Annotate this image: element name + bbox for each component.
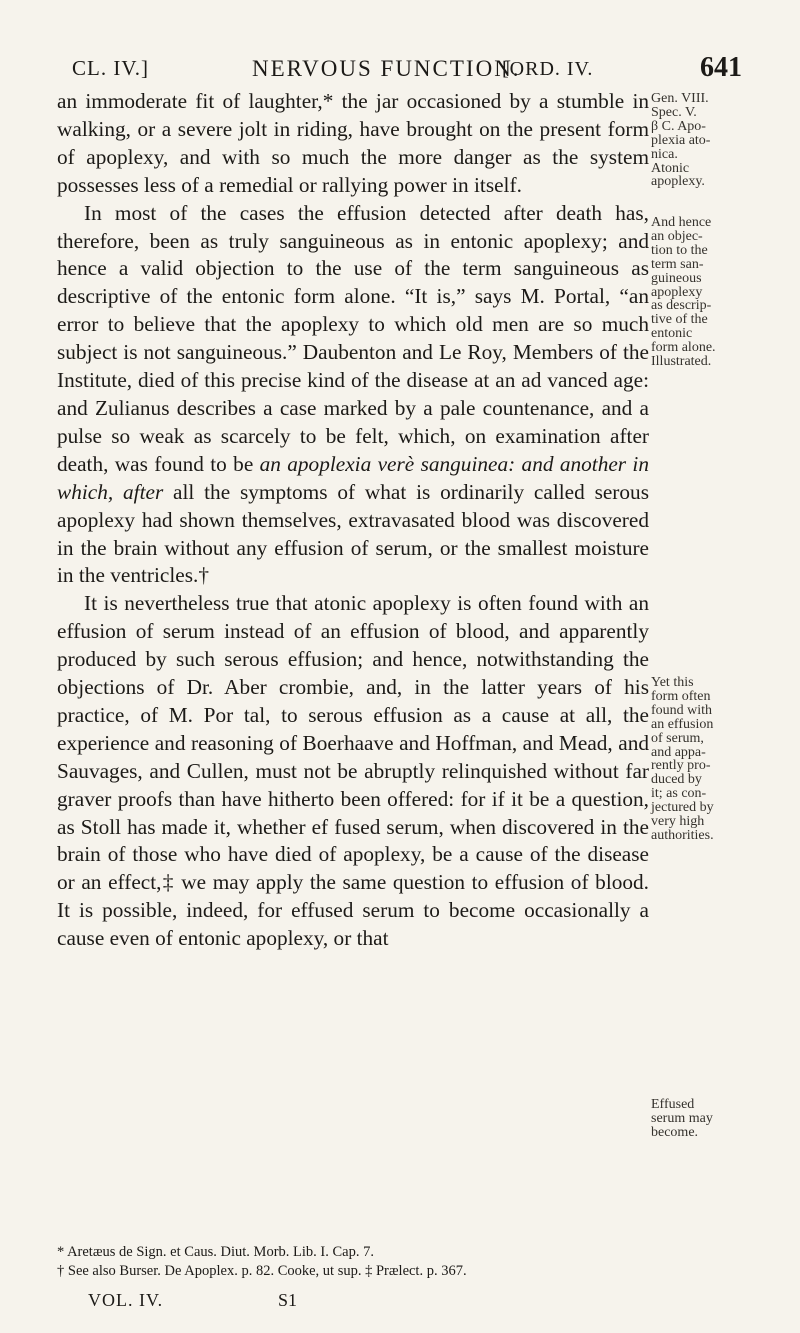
text-line: has, therefore, been as truly sanguineous as in entonic [57,200,649,253]
text-line: occasionally a cause even of entonic apoplexy, or that [57,898,649,951]
order-reference: [ORD. IV. [502,58,594,80]
margin-line: Spec. V. [651,104,697,120]
margin-line: form often [651,688,711,704]
margin-line: become. [651,1124,699,1140]
paragraph-2 [57,200,649,591]
margin-line: And hence [651,215,712,230]
text-line: vanced age: and Zulianus describes a case marked by a [57,368,650,420]
text-line: and hence, notwithstanding the objections of Dr. Aber [57,647,649,700]
text-line: It is nevertheless true that atonic apoplexy is often [84,591,522,616]
text-line: sanguineous.” Daubenton and Le Roy, Members of the [176,340,649,365]
margin-line: an objec- [651,228,703,244]
margin-line: nica. [651,146,678,162]
margin-line: rently pro- [651,758,711,774]
text-line: an immoderate fit of laughter,* the jar occasioned by a [57,89,549,113]
margin-line: form alone. [651,340,716,356]
text-line: reasoning of Boerhaave and Hoffman, and Mead, and [191,730,650,755]
margin-line: found with [651,702,713,718]
text-line: apoplexy; and hence a valid objection to the use of the [57,228,649,281]
text-line: have died of apoplexy, be a cause of the disease or an [57,842,649,895]
margin-line: tive of the [651,312,708,328]
margin-line: Yet this [651,675,694,690]
text-line: all the symptoms of what is ordinarily called serous [173,479,649,504]
signature-mark: S1 [278,1290,298,1310]
text-line: term sanguineous as descriptive of the entonic form alone. [57,256,649,309]
class-reference: CL. IV.] [72,56,150,80]
text-line: much the more danger as the system possesses less of a [57,144,650,197]
text-line: pale countenance, and a pulse so weak as scarcely to be [57,395,649,448]
text-line: “It is,” says M. Portal, “an error to believe that the [57,284,649,337]
signature-line [88,1290,588,1318]
paragraph-1 [57,88,649,200]
margin-line: as descrip- [651,298,712,314]
text-line: Sauvages, and Cullen, must not be abruptly relinquished [57,758,548,783]
margin-note-objection [651,216,751,369]
margin-line: entonic [651,326,693,342]
text-line: for if it be a question, as Stoll has made it, whether ef [57,786,650,839]
margin-line: Effused [651,1097,695,1112]
text-line: stumble in walking, or a severe jolt in riding, have [57,89,650,141]
text-line: Institute, died of this precise kind of the disease at an ad [57,368,542,393]
margin-line: tion to the [651,242,708,258]
text-line: effect,‡ we may apply the same question to effusion of [108,870,589,895]
text-line: brought on the present form of apoplexy, and with so [57,116,650,169]
text-line: crombie, and, in the latter years of his practice, of M. Por [57,675,649,727]
margin-line: jectured by [651,800,714,816]
margin-line: β C. Apo- [651,118,706,134]
margin-line: apoplexy. [651,174,705,190]
text-line: blood, and apparently produced by such serous effusion; [57,619,649,672]
footnote: † See also Burser. De Apoplex. p. 82. Cooke, ut sup. ‡ Prælect. p. 367. [57,1263,467,1279]
text-line: In most of the cases the effusion detected after death [84,200,603,225]
margin-note-genus [651,92,751,189]
paragraph-3 [57,590,649,953]
margin-line: duced by [651,772,702,788]
text-line: tal, to serous effusion as a cause at all, the experience and [57,702,649,755]
text-line: remedial or rallying power in itself. [219,172,522,197]
margin-note-effused [651,1098,751,1140]
margin-line: guineous [651,270,702,286]
footnote: * Aretæus de Sign. et Caus. Diut. Morb. Lib. I. Cap. 7. [57,1244,374,1260]
margin-line: Gen. VIII. [651,91,709,106]
margin-line: and appa- [651,744,706,760]
margin-line: it; as con- [651,786,707,802]
text-line-italic: an apoplexia verè sanguinea: and another in which, after [57,451,649,504]
running-title: NERVOUS FUNCTION. [252,56,521,81]
volume-label: VOL. IV. [88,1290,164,1310]
running-header [72,50,742,92]
margin-line: Illustrated. [651,354,712,370]
margin-note-serum [651,676,751,843]
footnotes [57,1243,737,1281]
text-line: without far graver proofs than have hitherto been offered: [57,758,649,811]
margin-line: apoplexy [651,284,703,300]
margin-line: an effusion [651,716,714,732]
margin-line: term san- [651,256,704,272]
margin-line: serum may [651,1110,713,1126]
body-text [57,88,649,953]
text-line: apoplexy had shown themselves, extravasated blood was [57,507,550,532]
margin-line: very high [651,814,705,830]
text-line: discovered in the brain without any effusion of serum, or [57,507,649,560]
text-line: fused serum, when discovered in the brain of those who [57,814,649,867]
page-number: 641 [700,52,742,83]
text-line: felt, which, on examination after death, was found to be [57,423,650,476]
text-line: the smallest moisture in the ventricles.† [57,535,650,588]
text-line: found with an effusion of serum instead of an effusion of [57,591,649,644]
margin-line: of serum, [651,730,704,746]
text-line: apoplexy to which old men are so much subject is not [57,312,650,365]
text-line: blood. It is possible, indeed, for effused serum to become [57,870,650,923]
margin-line: authorities. [651,827,714,843]
margin-line: Atonic [651,160,690,176]
margin-line: plexia ato- [651,132,711,148]
